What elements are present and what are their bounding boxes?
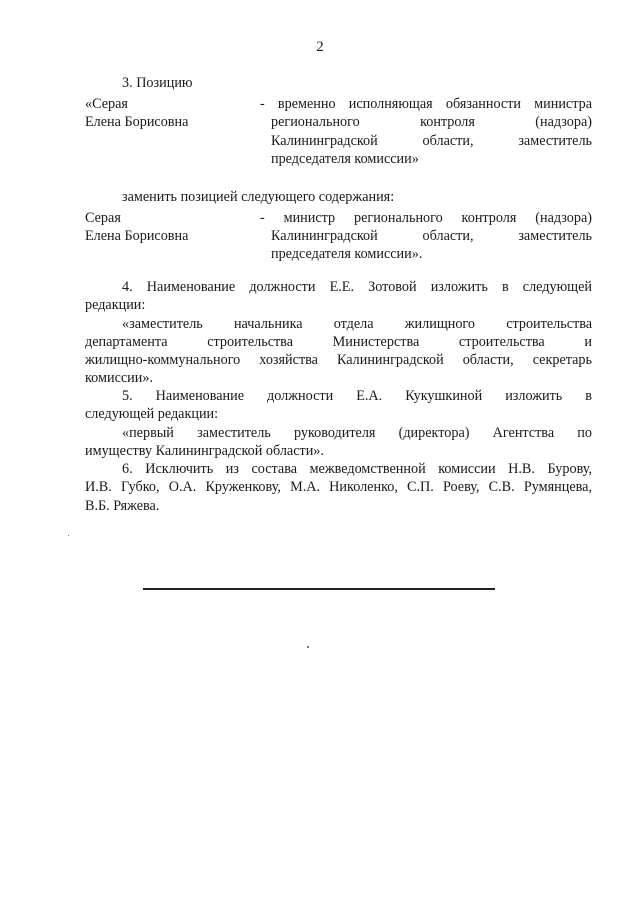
item3-old-name-line1: «Серая [85, 96, 128, 112]
item3-heading: 3. Позицию [122, 75, 193, 91]
item3-old-desc-line: - временно исполняющая обязанности министра [260, 96, 592, 112]
item5-quote-line: имуществу Калининградской области». [85, 443, 324, 459]
item4-quote-line: жилищно-коммунального хозяйства Калининградской области, секретарь [85, 352, 592, 368]
item6-line: В.Б. Ряжева. [85, 498, 160, 514]
item4-quote-line: комиссии». [85, 370, 153, 386]
page-number: 2 [316, 39, 324, 55]
item3-new-name-line2: Елена Борисовна [85, 228, 189, 244]
item4-quote-line: «заместитель начальника отдела жилищного строительства [122, 316, 592, 332]
scan-speck [68, 535, 69, 536]
item3-new-desc-line: председателя комиссии». [271, 246, 423, 262]
item3-new-desc-line: - министр регионального контроля (надзора) [260, 210, 592, 226]
item6-line: И.В. Губко, О.А. Круженкову, М.А. Николенко, С.П. Роеву, С.В. Румянцева, [85, 479, 592, 495]
item5-line: следующей редакции: [85, 406, 219, 422]
item3-old-name-line2: Елена Борисовна [85, 114, 189, 130]
item3-old-desc-line: председателя комиссии» [271, 151, 419, 167]
item4-line: редакции: [85, 297, 146, 313]
item5-line: 5. Наименование должности Е.А. Кукушкиной изложить в [122, 388, 592, 404]
item4-line: 4. Наименование должности Е.Е. Зотовой изложить в следующей [122, 279, 592, 295]
item3-replace-text: заменить позицией следующего содержания: [122, 189, 395, 205]
scan-speck [307, 646, 309, 648]
item6-line: 6. Исключить из состава межведомственной комиссии Н.В. Бурову, [122, 461, 592, 477]
item3-new-name-line1: Серая [85, 210, 121, 226]
item3-old-desc-line: Калининградской области, заместитель [271, 133, 592, 149]
item3-old-desc-line: регионального контроля (надзора) [271, 114, 592, 130]
item4-quote-line: департамента строительства Министерства строительства и [85, 334, 592, 350]
item5-quote-line: «первый заместитель руководителя (директора) Агентства по [122, 425, 592, 441]
end-divider [143, 588, 495, 590]
item3-new-desc-line: Калининградской области, заместитель [271, 228, 592, 244]
